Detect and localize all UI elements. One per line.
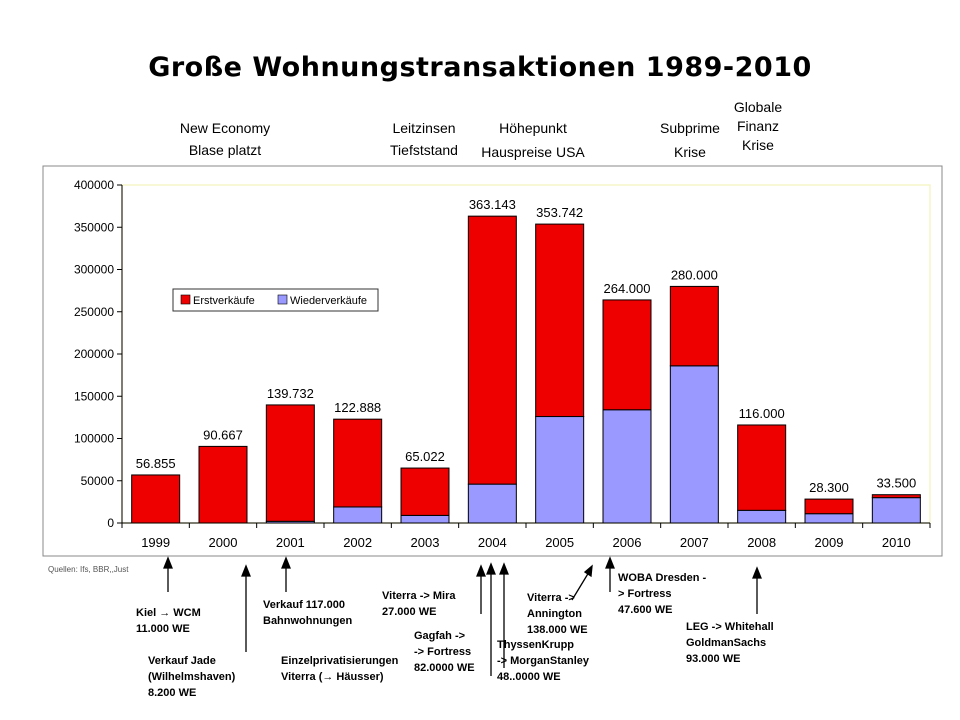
y-tick-label: 350000 (73, 220, 114, 235)
event-line: New Economy (179, 120, 271, 136)
chart-title: Große Wohnungstransaktionen 1989-2010 (148, 52, 812, 83)
note-line: -> Fortress (414, 646, 472, 658)
note-jade (148, 653, 235, 701)
y-tick-label: 50000 (80, 473, 114, 488)
bar-erstverkaeufe-2004 (468, 216, 516, 484)
note-einzel (281, 653, 398, 685)
note-line: 93.000 WE (686, 653, 741, 665)
note-annington (527, 590, 588, 638)
y-tick-label: 150000 (73, 389, 114, 404)
bar-erstverkaeufe-2002 (334, 419, 382, 507)
data-label-2003: 65.022 (405, 449, 445, 465)
note-thyssen (497, 637, 589, 685)
note-line: ThyssenKrupp (497, 639, 575, 651)
note-line: 47.600 WE (618, 604, 673, 616)
y-tick-label: 0 (107, 516, 114, 530)
data-label-2000: 90.667 (203, 427, 243, 443)
data-label-2006: 264.000 (603, 280, 651, 296)
note-line: Viterra -> Mira (382, 590, 456, 602)
arrow-head (500, 564, 508, 574)
note-line: 48..0000 WE (497, 671, 561, 683)
event-line: Blase platzt (188, 142, 262, 158)
x-tick-label-2001: 2001 (275, 535, 305, 550)
bar-wiederverkaeufe-2008 (738, 510, 786, 523)
note-kiel (136, 605, 201, 637)
bar-erstverkaeufe-2000 (199, 446, 247, 523)
y-tick-label: 400000 (73, 178, 114, 192)
note-line: (Wilhelmshaven) (148, 671, 236, 683)
note-line: WOBA Dresden - (618, 572, 707, 584)
bar-wiederverkaeufe-2004 (468, 484, 516, 523)
arrow-head (606, 558, 614, 568)
arrow-head (282, 558, 290, 568)
note-line: 11.000 WE (136, 623, 190, 635)
note-woba (618, 570, 706, 618)
event-line: Leitzinsen (392, 120, 456, 136)
y-tick-label: 250000 (73, 304, 114, 319)
event-line: Höhepunkt (499, 120, 567, 136)
note-viterra-mira (382, 588, 455, 620)
data-label-2008: 116.000 (738, 405, 785, 421)
legend (173, 289, 378, 311)
arrow-head (477, 566, 485, 576)
x-tick-label-2008: 2008 (747, 535, 777, 550)
data-label-2001: 139.732 (266, 385, 314, 401)
note-line: Einzelprivatisierungen (281, 655, 399, 667)
event-line: Krise (674, 144, 706, 160)
bar-erstverkaeufe-2010 (872, 495, 920, 498)
note-line: Gagfah -> (414, 630, 466, 642)
bar-erstverkaeufe-1999 (132, 475, 180, 523)
x-tick-label-2009: 2009 (814, 535, 844, 550)
event-line: Globale (733, 99, 783, 115)
note-line: Bahnwohnungen (263, 615, 353, 627)
data-label-2002: 122.888 (334, 400, 382, 416)
note-bahn (263, 597, 352, 629)
arrow-head (585, 566, 592, 576)
note-line: Viterra (→ Häusser) (281, 671, 384, 683)
bar-erstverkaeufe-2006 (603, 300, 651, 410)
note-line: Viterra -> (527, 592, 575, 604)
event-line: Krise (742, 137, 774, 153)
y-tick-label: 300000 (73, 262, 114, 277)
bar-wiederverkaeufe-2005 (536, 417, 584, 523)
x-tick-label-2002: 2002 (343, 535, 373, 550)
x-tick-label-2006: 2006 (612, 535, 642, 550)
bar-wiederverkaeufe-2009 (805, 514, 853, 523)
data-label-2007: 280.000 (670, 267, 718, 283)
note-line: 27.000 WE (382, 606, 437, 618)
x-tick-label-2007: 2007 (679, 535, 709, 550)
bar-erstverkaeufe-2007 (670, 286, 718, 365)
note-line: Kiel → WCM (136, 607, 201, 619)
bar-wiederverkaeufe-2010 (872, 498, 920, 523)
data-label-2005: 353.742 (536, 205, 584, 221)
note-line: 82.0000 WE (414, 662, 475, 674)
y-tick-label: 100000 (73, 431, 114, 446)
x-tick-label-2000: 2000 (208, 535, 238, 550)
note-line: Verkauf 117.000 (263, 599, 345, 611)
note-leg (686, 619, 774, 667)
y-tick-label: 200000 (73, 347, 114, 361)
note-line: -> MorganStanley (497, 655, 589, 667)
arrow-head (753, 568, 761, 578)
x-tick-label-2010: 2010 (881, 535, 911, 550)
arrow-head (242, 566, 250, 576)
event-line: Tiefststand (390, 142, 458, 158)
bar-erstverkaeufe-2005 (536, 224, 584, 416)
note-line: Verkauf Jade (148, 655, 216, 667)
x-tick-label-2003: 2003 (410, 535, 440, 550)
arrow-head (164, 558, 172, 568)
data-label-1999: 56.855 (135, 455, 176, 471)
bar-wiederverkaeufe-2003 (401, 515, 449, 523)
legend-label-wieder: Wiederverkäufe (290, 295, 368, 307)
note-line: 138.000 WE (527, 624, 588, 636)
x-tick-label-2004: 2004 (477, 535, 507, 550)
bar-wiederverkaeufe-2006 (603, 410, 651, 523)
x-tick-label-1999: 1999 (141, 535, 171, 550)
bar-erstverkaeufe-2001 (266, 405, 314, 521)
bar-erstverkaeufe-2003 (401, 468, 449, 515)
data-label-2009: 28.300 (809, 480, 849, 496)
legend-label-erst: Erstverkäufe (193, 295, 255, 307)
note-line: LEG -> Whitehall (686, 621, 774, 633)
data-label-2004: 363.143 (468, 197, 516, 213)
note-line: 8.200 WE (148, 687, 197, 699)
bar-wiederverkaeufe-2002 (334, 507, 382, 523)
event-line: Finanz (736, 118, 780, 134)
note-gagfah (414, 628, 475, 676)
bar-erstverkaeufe-2008 (738, 425, 786, 510)
note-line: Annington (527, 608, 582, 620)
legend-swatch-erst (181, 295, 190, 304)
bar-wiederverkaeufe-2007 (670, 366, 718, 523)
note-line: > Fortress (618, 588, 672, 600)
data-label-2010: 33.500 (876, 475, 917, 491)
event-line: Hauspreise USA (481, 144, 585, 160)
note-line: GoldmanSachs (686, 637, 767, 649)
bar-erstverkaeufe-2009 (805, 499, 853, 514)
source-note: Quellen: Ifs, BBR,,Just (48, 565, 129, 574)
x-tick-label-2005: 2005 (545, 535, 575, 550)
arrow-head (487, 564, 495, 574)
event-line: Subprime (660, 120, 720, 136)
legend-swatch-wieder (278, 295, 287, 304)
